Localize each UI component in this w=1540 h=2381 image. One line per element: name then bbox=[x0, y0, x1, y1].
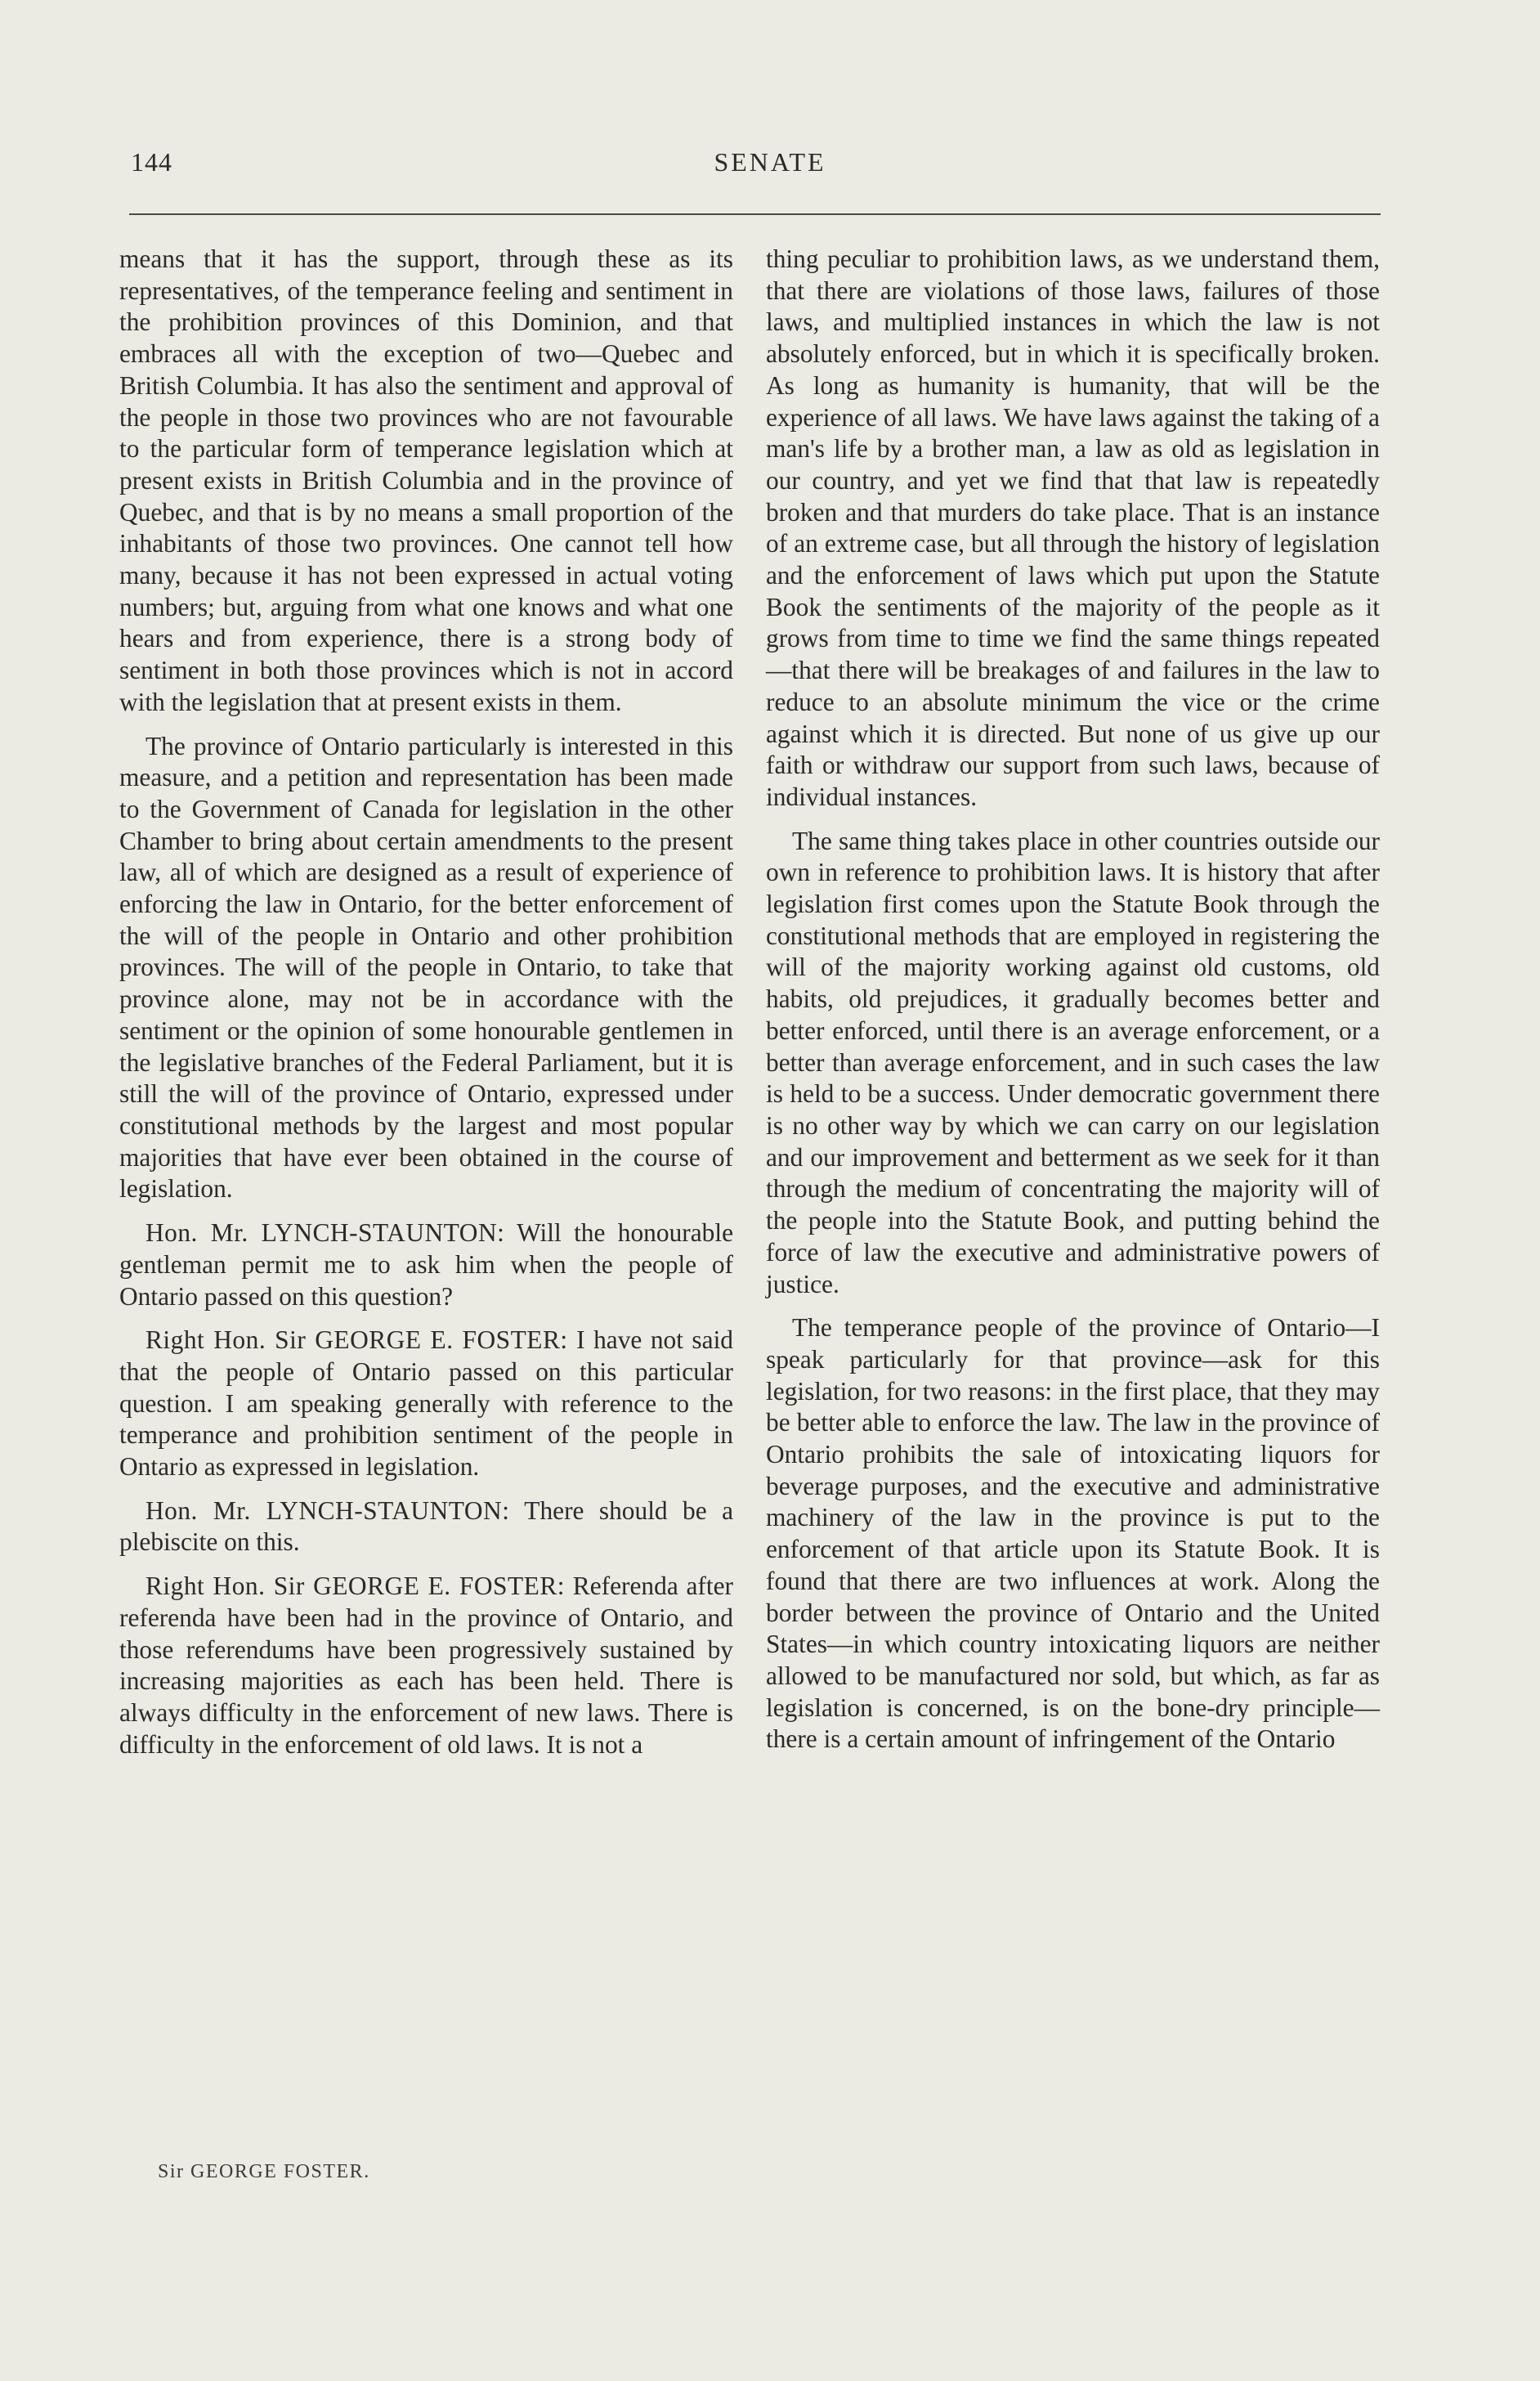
paragraph: thing peculiar to prohibition laws, as we understand them, that there are violations of those laws, failures of those laws, and multiplied instances in which the law is not absolutely enforced, but in which it is specifically broken. As long as humanity is humanity, that will be the experience of all laws. We have laws against the taking of a man's life by a brother man, a law as old as legislation in our country, and yet we find that that law is repeatedly broken and that murders do take place. That is an instance of an extreme case, but all through the history of legislation and the enforcement of laws which put upon the Statute Book the sentiments of the majority of the people as it grows from time to time we find the same things repeated —that there will be breakages of and failures in the law to reduce to an absolute minimum the vice or the crime against which it is directed. But none of us give up our faith or withdraw our support from such laws, because of individual instances. bbox=[766, 244, 1380, 811]
speech bbox=[119, 1495, 733, 1558]
running-head: SENATE bbox=[714, 147, 826, 177]
right-column bbox=[766, 244, 1380, 1768]
paragraph: The same thing takes place in other countries outside our own in reference to prohibition laws. It is history that after legislation first comes upon the Statute Book through the constitutional methods that are employed in registering the will of the majority working against old customs, old habits, old prejudices, it gradually becomes better and better enforced, until there is an average enforcement, or a better than average enforcement, and in such cases the law is held to be a success. Under democratic government there is no other way by which we can carry on our legislation and our improvement and betterment as we seek for it than through the medium of concentrating the majority will of the people into the Statute Book, and putting behind the force of law the executive and administrative powers of justice. bbox=[766, 826, 1380, 1298]
speech-text: Referenda after referenda have been had in the province of Ontario, and those referendums have been progressively sustained by increasing majorities as each has been held. There is always difficulty in the enforcement of new laws. There is difficulty in the enforcement of old laws. It is not a bbox=[119, 1572, 733, 1759]
speech bbox=[119, 1217, 733, 1312]
speech bbox=[119, 1571, 733, 1760]
header-rule bbox=[129, 213, 1381, 215]
speaker-name: Hon. Mr. LYNCH-STAUNTON: bbox=[145, 1218, 505, 1248]
speech-text: I have not said that the people of Ontario passed on this particular question. I am speaking generally with reference to the temperance and prohibition sentiment of the people in Ontario as expressed in legislation. bbox=[119, 1325, 733, 1482]
left-column bbox=[119, 244, 733, 1773]
speaker-name: Right Hon. Sir GEORGE E. FOSTER: bbox=[145, 1325, 568, 1355]
page-number: 144 bbox=[131, 147, 172, 177]
paragraph: The province of Ontario particularly is interested in this measure, and a petition and representation has been made to the Government of Canada for legislation in the other Chamber to bring about certain amendments to the present law, all of which are designed as a result of experience of enforcing the law in Ontario, for the better enforcement of the will of the people in Ontario and other prohibition provinces. The will of the people in Ontario, to take that province alone, may not be in accordance with the sentiment or the opinion of some honourable gentlemen in the legislative branches of the Federal Parliament, but it is still the will of the province of Ontario, expressed under constitutional methods by the largest and most popular majorities that have ever been obtained in the course of legislation. bbox=[119, 731, 733, 1204]
speech-text: Will the honourable gentleman permit me to ask him when the people of Ontario passed on this question? bbox=[119, 1218, 734, 1311]
speech bbox=[119, 1325, 733, 1483]
speaker-name: Right Hon. Sir GEORGE E. FOSTER: bbox=[145, 1572, 566, 1601]
paragraph: means that it has the support, through these as its representatives, of the temperance feeling and sentiment in the prohibition provinces of this Dominion, and that embraces all with the exception of two—Quebec and British Columbia. It has also the sentiment and approval of the people in those two provinces who are not favourable to the particular form of temperance legislation which at present exists in British Columbia and in the province of Quebec, and that is by no means a small proportion of the inhabitants of those two provinces. One cannot tell how many, because it has not been expressed in actual voting numbers; but, arguing from what one knows and what one hears and from experience, there is a strong body of sentiment in both those provinces which is not in accord with the legislation that at present exists in them. bbox=[119, 244, 733, 716]
paragraph: The temperance people of the province of Ontario—I speak particularly for that province—ask for this legislation, for two reasons: in the first place, that they may be better able to enforce the law. The law in the province of Ontario prohibits the sale of intoxicating liquors for beverage purposes, and the executive and administrative machinery of the law in the province is put to the enforcement of that article upon its Statute Book. It is found that there are two influences at work. Along the border between the province of Ontario and the United States—in which country intoxicating liquors are neither allowed to be manufactured nor sold, but which, as far as legislation is concerned, is on the bone-dry principle—there is a certain amount of infringement of the Ontario bbox=[766, 1313, 1380, 1754]
speaker-name: Hon. Mr. LYNCH-STAUNTON: bbox=[145, 1495, 510, 1525]
footer-signature: Sir GEORGE FOSTER. bbox=[158, 2161, 370, 2182]
speech-text: There should be a plebiscite on this. bbox=[119, 1495, 734, 1557]
